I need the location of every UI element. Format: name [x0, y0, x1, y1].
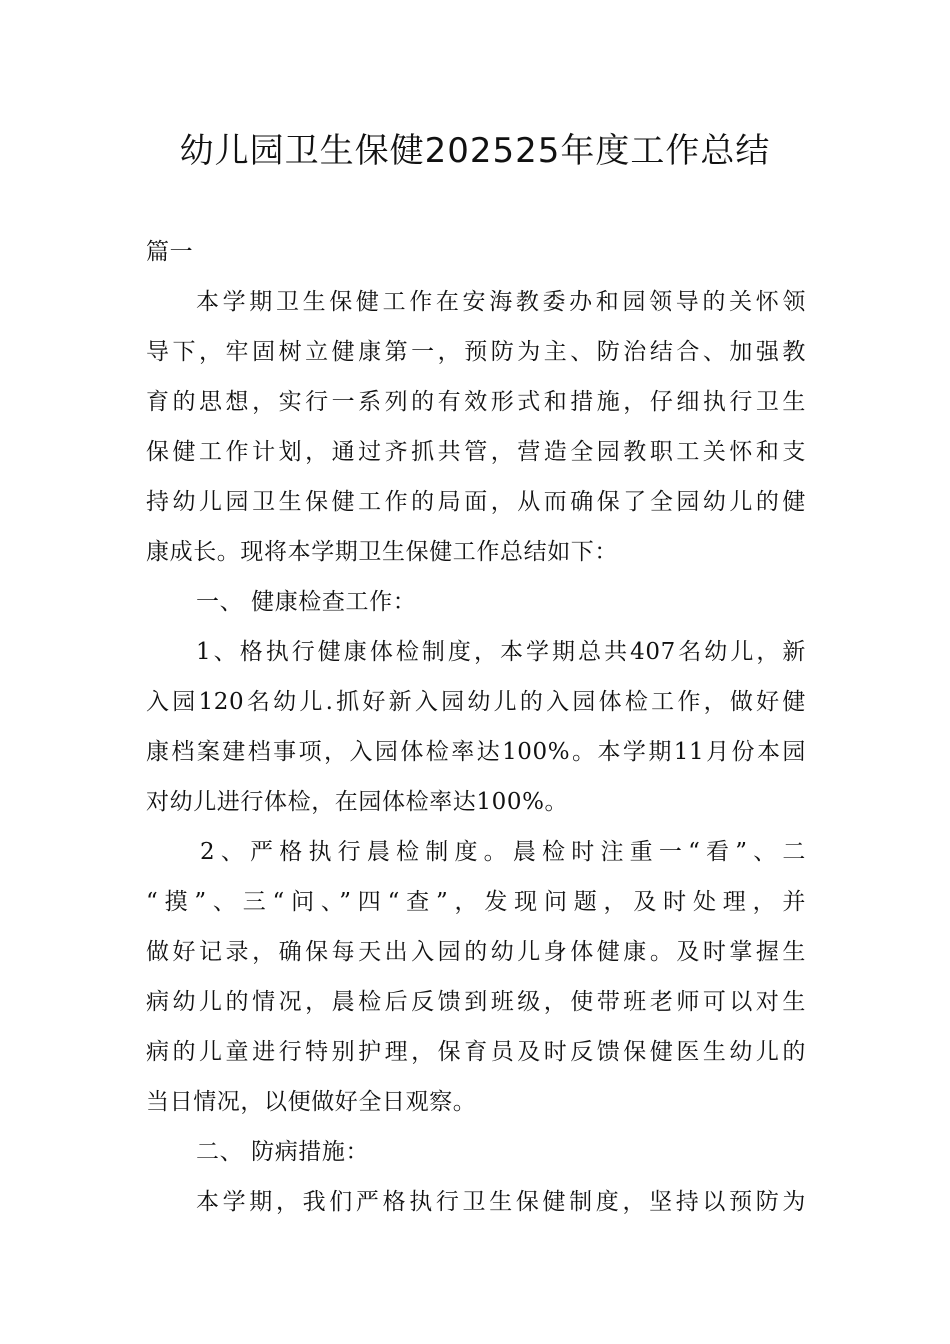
- document-title: 幼儿园卫生保健202525年度工作总结: [179, 131, 771, 171]
- paragraph-line: 康成长。现将本学期卫生保健工作总结如下：: [146, 539, 618, 565]
- section-heading: 一、 健康检查工作：: [196, 589, 417, 615]
- paragraph-line: 入园120名幼儿.抓好新入园幼儿的入园体检工作，做好健: [146, 689, 806, 715]
- paragraph-line: 病的儿童进行特别护理，保育员及时反馈保健医生幼儿的: [146, 1039, 806, 1065]
- paragraph-line: 对幼儿进行体检，在园体检率达100%。: [146, 789, 569, 815]
- section-heading: 二、 防病措施：: [196, 1139, 370, 1165]
- paragraph-line: 导下，牢固树立健康第一，预防为主、防治结合、加强教: [146, 339, 806, 365]
- paragraph-line: 育的思想，实行一系列的有效形式和措施，仔细执行卫生: [146, 389, 806, 415]
- document-body: [146, 227, 806, 1227]
- paragraph-line: 2、严格执行晨检制度。晨检时注重一“看”、二: [200, 839, 806, 865]
- paragraph-line: 做好记录，确保每天出入园的幼儿身体健康。及时掌握生: [146, 939, 806, 965]
- paragraph-line: 1、格执行健康体检制度，本学期总共407名幼儿，新: [196, 639, 806, 665]
- paragraph-line: 保健工作计划，通过齐抓共管，营造全园教职工关怀和支: [146, 439, 806, 465]
- paragraph-line: 病幼儿的情况，晨检后反馈到班级，使带班老师可以对生: [146, 989, 806, 1015]
- paragraph-line: 本学期卫生保健工作在安海教委办和园领导的关怀领: [196, 289, 806, 315]
- paragraph-line: 本学期，我们严格执行卫生保健制度，坚持以预防为: [196, 1189, 806, 1215]
- paragraph-line: 当日情况，以便做好全日观察。: [146, 1089, 477, 1115]
- paragraph-line: 康档案建档事项，入园体检率达100%。本学期11月份本园: [146, 739, 806, 765]
- paragraph-line: “摸”、三“问、”四“查”，发现问题，及时处理，并: [146, 889, 806, 915]
- section-label: 篇一: [146, 239, 194, 265]
- paragraph-line: 持幼儿园卫生保健工作的局面，从而确保了全园幼儿的健: [146, 489, 806, 515]
